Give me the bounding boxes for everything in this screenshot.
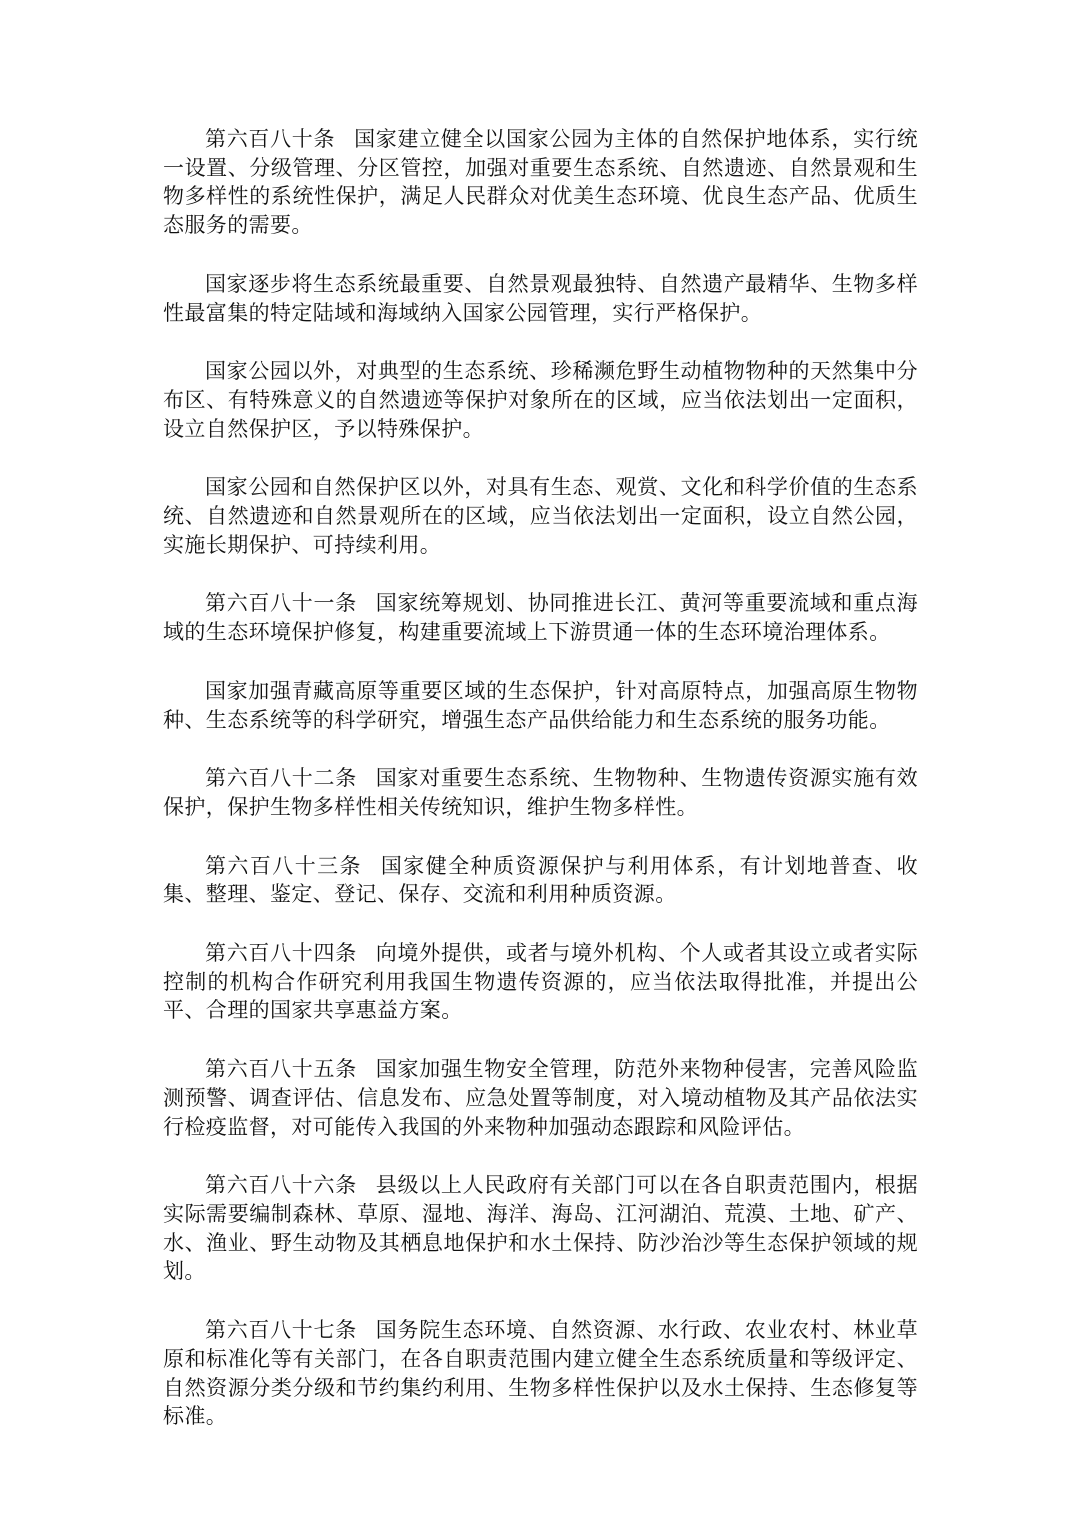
article-number: 第六百八十二条 [205, 766, 357, 791]
article-number: 第六百八十条 [205, 127, 336, 151]
paragraph-article-682 [163, 764, 918, 821]
paragraph-national-park-scope [163, 270, 918, 327]
paragraph-text: 国家建立健全以国家公园为主体的自然保护地体系，实行统一设置、分级管理、分区管控，加强对重要生态系统、自然遗迹、自然景观和生物多样性的系统性保护，满足人民群众对优美生态环境、优良生态产品、优质生态服务的需要。 [163, 127, 918, 238]
paragraph-article-687 [163, 1316, 918, 1431]
paragraph-text: 国家加强生物安全管理，防范外来物种侵害，完善风险监测预警、调查评估、信息发布、应急处置等制度，对入境动植物及其产品依法实行检疫监督，对可能传入我国的外来物种加强动态跟踪和风险评估。 [163, 1057, 918, 1139]
paragraph-article-684 [163, 939, 918, 1025]
paragraph-text: 国家统筹规划、协同推进长江、黄河等重要流域和重点海域的生态环境保护修复，构建重要流域上下游贯通一体的生态环境治理体系。 [163, 591, 918, 645]
article-number: 第六百八十五条 [205, 1057, 357, 1082]
paragraph-text: 县级以上人民政府有关部门可以在各自职责范围内，根据实际需要编制森林、草原、湿地、海洋、海岛、江河湖泊、荒漠、土地、矿产、水、渔业、野生动物及其栖息地保护和水土保持、防沙治沙等生态保护领域的规划。 [163, 1173, 918, 1284]
article-number: 第六百八十三条 [205, 853, 362, 878]
article-number: 第六百八十一条 [205, 591, 357, 616]
paragraph-text: 国务院生态环境、自然资源、水行政、农业农村、林业草原和标准化等有关部门，在各自职责范围内建立健全生态系统质量和等级评定、自然资源分类分级和节约集约利用、生物多样性保护以及水土保持、生态修复等标准。 [163, 1318, 918, 1429]
paragraph-article-681 [163, 589, 918, 646]
paragraph-text: 向境外提供，或者与境外机构、个人或者其设立或者实际控制的机构合作研究利用我国生物遗传资源的，应当依法取得批准，并提出公平、合理的国家共享惠益方案。 [163, 941, 918, 1023]
paragraph-article-685 [163, 1055, 918, 1141]
paragraph-text: 国家公园以外，对典型的生态系统、珍稀濒危野生动植物物种的天然集中分布区、有特殊意义的自然遗迹等保护对象所在的区域，应当依法划出一定面积，设立自然保护区，予以特殊保护。 [163, 359, 918, 441]
paragraph-text: 国家对重要生态系统、生物物种、生物遗传资源实施有效保护，保护生物多样性相关传统知识，维护生物多样性。 [163, 766, 918, 819]
paragraph-qinghai-tibet-plateau [163, 677, 918, 734]
article-number: 第六百八十七条 [205, 1318, 357, 1343]
paragraph-text: 国家加强青藏高原等重要区域的生态保护，针对高原特点，加强高原生物物种、生态系统等的科学研究，增强生态产品供给能力和生态系统的服务功能。 [163, 678, 918, 732]
document-page [163, 125, 918, 1461]
article-number: 第六百八十六条 [205, 1173, 357, 1198]
paragraph-article-683 [163, 852, 918, 909]
paragraph-text: 国家健全种质资源保护与利用体系，有计划地普查、收集、整理、鉴定、登记、保存、交流和利用种质资源。 [163, 853, 918, 907]
article-number: 第六百八十四条 [205, 941, 357, 966]
paragraph-text: 国家逐步将生态系统最重要、自然景观最独特、自然遗产最精华、生物多样性最富集的特定陆域和海域纳入国家公园管理，实行严格保护。 [163, 271, 918, 325]
paragraph-article-680 [163, 125, 918, 240]
paragraph-article-686 [163, 1171, 918, 1286]
paragraph-text: 国家公园和自然保护区以外，对具有生态、观赏、文化和科学价值的生态系统、自然遗迹和自然景观所在的区域，应当依法划出一定面积，设立自然公园，实施长期保护、可持续利用。 [163, 475, 918, 557]
paragraph-nature-park [163, 473, 918, 559]
paragraph-nature-reserve [163, 357, 918, 443]
